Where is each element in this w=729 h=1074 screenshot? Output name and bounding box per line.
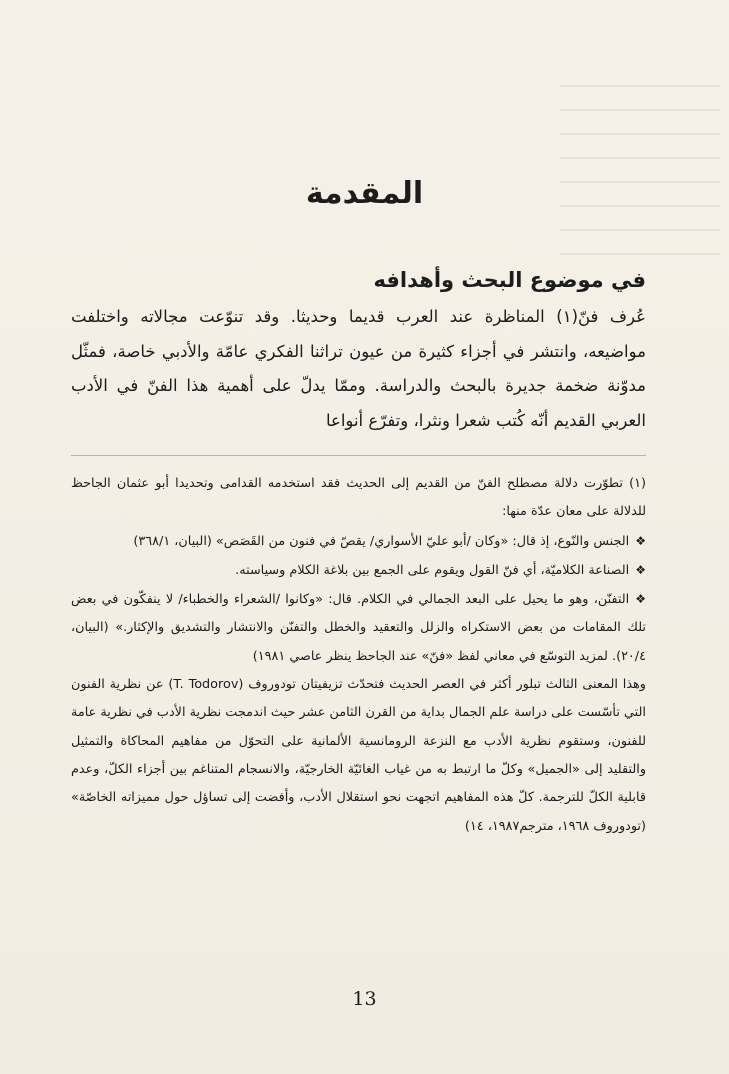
footnote-intro: (١) تطوّرت دلالة مصطلح الفنّ من القديم إلى الحديث فقد استخدمه القدامى وتحديدا أبو عثمان الجاحظ للدلالة على معان عدّة منها: — [71, 476, 646, 520]
main-paragraph — [71, 300, 646, 438]
footnote-item-text: التفنّن، وهو ما يحيل على البعد الجمالي في الكلام. قال: «وكانوا /الشعراء والخطباء/ لا ينفكّون في بعض تلك المقامات من بعض الاستكراه والزلل والتعقيد والخطل والتفنّن والانتشار والتشديق والإكثار.» (البيان، ٢٠/٤). لمزيد التوسّع في معاني لفظ «فنّ» عند الجاحظ ينظر عاصي ١٩٨١) — [71, 592, 646, 664]
bullet-icon: ❖ — [635, 562, 646, 577]
footnote-item-text: الجنس والنّوع، إذ قال: «وكان /أبو عليّ الأسواري/ يقصّ في فنون من القَصَص» (البيان، ٣٦٨/١) — [133, 533, 630, 549]
footnote-item — [71, 556, 646, 585]
bullet-icon: ❖ — [635, 533, 646, 548]
footnote-item-text: الصناعة الكلاميّة، أي فنّ القول ويقوم على الجمع بين بلاغة الكلام وسياسته. — [235, 562, 630, 578]
footnote-paragraph: وهذا المعنى الثالث تبلور أكثر في العصر الحديث فتحدّث تزيفيتان تودوروف (T. Todorov) عن نظرية الفنون التي تأسّست على دراسة علم الجمال بداية من القرن الثامن عشر حيث اندمجت نظرية الأدب في نظرية عامة للفنون، وستقوم نظرية الأدب مع النزعة الرومانسية الألمانية على التحوّل من مفاهيم المحاكاة والتمثيل والتقليد إلى «الجميل» وكلّ ما ارتبط به من غياب الغائيّة الخارجيّة، والانسجام المتناغم بين أجزاء الكلّ، وعدم قابلية الكلّ للترجمة. كلّ هذه المفاهيم اتجهت نحو استقلال الأدب، وأفضت إلى تساؤل حول مميزاته الخاصّة» (تودوروف ١٩٦٨، مترجم١٩٨٧، ١٤) — [71, 677, 646, 834]
footnote-item — [71, 527, 646, 556]
show-through-text — [560, 85, 720, 265]
page-title: المقدمة — [305, 176, 424, 211]
bullet-icon: ❖ — [635, 592, 646, 607]
footnote-divider — [71, 455, 646, 456]
footnotes — [71, 470, 646, 841]
section-heading: في موضوع البحث وأهدافه — [373, 268, 646, 292]
body-paragraph: عُرف فنّ(١) المناظرة عند العرب قديما وحديثا. وقد تنوّعت مجالاته واختلفت مواضيعه، وانتشر في أجزاء كثيرة من عيون تراثنا الفكري عامّة والأدبي خاصة، فمثّل مدوّنة ضخمة جديرة بالبحث والدراسة. وممّا يدلّ على أهمية هذا الفنّ في الأدب العربي القديم أنّه كُتب شعرا ونثرا، وتفرّع أنواعا — [71, 307, 646, 430]
page-number: 13 — [352, 988, 377, 1010]
footnote-item — [71, 585, 646, 671]
